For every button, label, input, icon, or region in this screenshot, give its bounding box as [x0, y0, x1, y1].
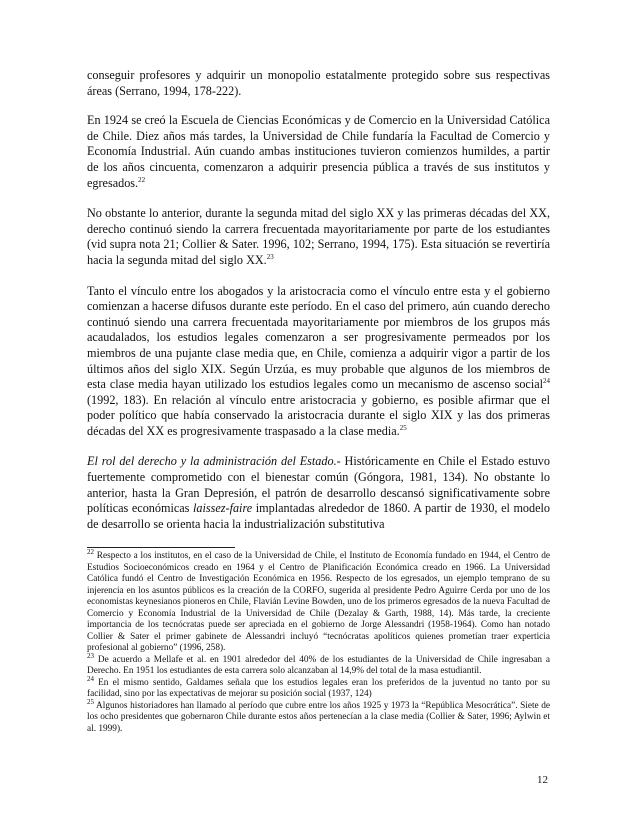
footnote-ref-24[interactable]: 24 [543, 377, 550, 386]
footnote-25 [87, 697, 550, 736]
footnote-ref-25[interactable]: 25 [399, 423, 407, 432]
footnote-ref-23[interactable]: 23 [266, 252, 274, 261]
footnote-text: De acuerdo a Mellafe et al. en 1901 alrededor del 40% de los estudiantes de la Universidad de Chile ingresaban a Derecho. En 1951 los estudiantes de esta carrera solo alcanzaban al 14,9% del total de la masa estudiantil. [87, 654, 550, 677]
paragraph-5 [87, 454, 550, 532]
footnote-22 [87, 548, 550, 655]
page-number: 12 [537, 774, 548, 786]
footnote-text: Respecto a los institutos, en el caso de la Universidad de Chile, el Instituto de Economía fundado en 1944, el Centro de Estudios Socioeconómicos creado en 1964 y el Centro de Planificación Económica creado en 1966. La Universidad Católica fundó el Centro de Investigación Económica en 1956. Respecto de los egresados, un ejemplo temprano de su injerencia en los asuntos públicos es la creación de la CORFO, sugerida al presidente Pedro Aguirre Cerda por uno de los economistas keynesianos pioneros en Chile, Flavián Levine Bowden, uno de los primeros egresados de la nueva Facultad de Comercio y Economía Industrial de la Universidad de Chile (Dezalay & Garth, 1988, 14). Más tarde, la creciente importancia de los tecnócratas puede ser apreciada en el gobierno de Jorge Alessandri (1958-1964). Como han notado Collier & Sater el primer gabinete de Alessandri incluyó “tecnócratas apolíticos quienes prometían traer experticia profesional al gobierno” (1996, 258). [87, 551, 550, 654]
paragraph-3 [87, 206, 550, 268]
footnote-divider [87, 547, 235, 548]
footnote-number: 24 [87, 674, 94, 683]
footnote-number: 23 [87, 651, 94, 660]
footnote-number: 22 [87, 548, 94, 557]
footnote-24 [87, 674, 550, 701]
footnote-number: 25 [87, 697, 94, 706]
paragraph-4 [87, 284, 550, 440]
paragraph-2 [87, 113, 550, 191]
footnote-text: Algunos historiadores han llamado al período que cubre entre los años 1925 y 1973 la “República Mesocrática”. Siete de los ocho presidentes que gobernaron Chile durante estos años pertenecían a la clase media (Collier & Sater, 1996; Aylwin et al. 1999). [87, 700, 550, 734]
paragraph-2-text: En 1924 se creó la Escuela de Ciencias Económicas y de Comercio en la Universidad Católica de Chile. Diez años más tardes, la Universidad de Chile fundaría la Facultad de Comercio y Economía Industrial. Aún cuando ambas instituciones tuvieron comienzos humildes, a partir de los años cincuenta, comenzaron a adquirir presencia pública a través de sus institutos y egresados. [87, 113, 550, 190]
footnote-ref-22[interactable]: 22 [138, 175, 146, 184]
paragraph-3-text: No obstante lo anterior, durante la segunda mitad del siglo XX y las primeras décadas del XX, derecho continuó siendo la carrera frecuentada mayoritariamente por parte de los estudiantes (vid supra nota 21; Collier & Sater. 1996, 102; Serrano, 1994, 175). Esta situación se revertiría hacia la segunda mitad del siglo XX. [87, 206, 550, 267]
footnote-text: En el mismo sentido, Galdames señala que los estudios legales eran los preferidos de la juventud no tanto por su facilidad, sino por las expectativas de mejorar su posición social (1937, 124) [87, 677, 550, 700]
footnote-23 [87, 651, 550, 678]
paragraph-5-text-a: - Históricamente en Chile el Estado estuvo fuertemente comprometido con el bienestar común (Góngora, 1981, 134). No obstante lo anterior, hasta la Gran Depresión, el patrón de desarrollo descansó significativamente sobre políticas económicas [87, 454, 550, 516]
paragraph-1-text: conseguir profesores y adquirir un monopolio estatalmente protegido sobre sus respectivas áreas (Serrano, 1994, 178-222). [87, 68, 550, 98]
paragraph-5-text-b: implantadas alrededor de 1860. A partir de 1930, el modelo de desarrollo se orienta hacia la industrialización substitutiva [87, 501, 551, 531]
document-page [87, 68, 550, 735]
paragraph-4-text-b: (1992, 183). En relación al vínculo entre aristocracia y gobierno, es posible afirmar que el poder político que había conservado la aristocracia durante el siglo XIX y las dos primeras décadas del XX es progresivamente traspasado a la clase media. [87, 392, 550, 438]
paragraph-4-text-a: Tanto el vínculo entre los abogados y la aristocracia como el vínculo entre esta y el gobierno comienzan a hacerse difusos durante este período. En el caso del primero, aún cuando derecho continuó siendo una carrera frecuentada mayoritariamente por miembros de los grupos más acaudalados, los estudios legales comenzaron a ser progresivamente permeados por los miembros de una pujante clase media que, en Chile, comienza a adquirir vigor a partir de los últimos años del siglo XIX. Según Urzúa, es muy probable que algunos de los miembros de esta clase media hayan utilizado los estudios legales como un mecanismo de ascenso social [87, 283, 550, 392]
paragraph-1 [87, 68, 550, 99]
section-heading: El rol del derecho y la administración del Estado. [87, 454, 337, 469]
italic-term: laissez-faire [193, 501, 253, 516]
